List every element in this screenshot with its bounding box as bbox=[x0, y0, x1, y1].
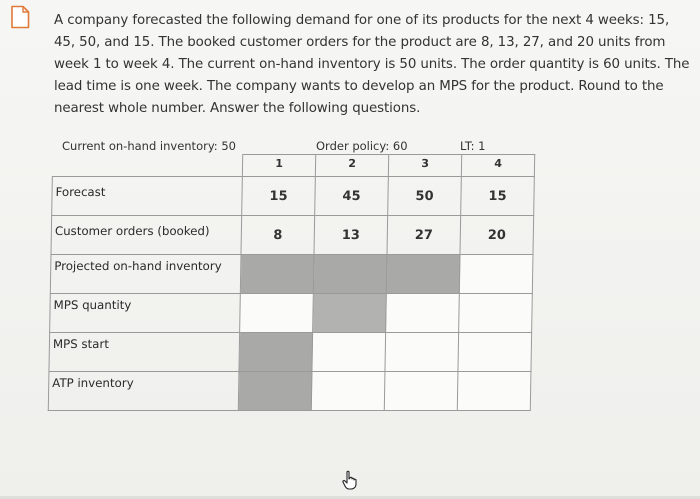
customer-orders-cell: 13 bbox=[314, 216, 388, 255]
row-label-projected-on-hand: Projected on-hand inventory bbox=[50, 255, 241, 294]
hand-pointer-icon bbox=[341, 470, 359, 490]
customer-orders-cell: 27 bbox=[387, 216, 461, 255]
atp-input-cell[interactable] bbox=[457, 372, 531, 411]
forecast-cell: 50 bbox=[388, 177, 462, 216]
period-cell: 4 bbox=[461, 155, 534, 177]
projected-on-hand-input-cell[interactable] bbox=[313, 255, 387, 294]
customer-orders-cell: 20 bbox=[460, 216, 534, 255]
mps-start-input-cell[interactable] bbox=[239, 333, 313, 372]
mps-start-input-cell[interactable] bbox=[385, 333, 459, 372]
forecast-cell: 15 bbox=[242, 177, 316, 216]
mps-quantity-input-cell[interactable] bbox=[459, 294, 533, 333]
atp-input-cell[interactable] bbox=[384, 372, 458, 411]
period-cell: 3 bbox=[388, 155, 461, 177]
table-row bbox=[50, 255, 533, 294]
forecast-cell: 45 bbox=[315, 177, 389, 216]
mps-table bbox=[48, 154, 535, 411]
row-label-forecast: Forecast bbox=[52, 177, 243, 216]
order-policy-header: Order policy: 60 bbox=[316, 139, 408, 153]
mps-start-input-cell[interactable] bbox=[312, 333, 386, 372]
mps-quantity-input-cell[interactable] bbox=[240, 294, 314, 333]
question-text: A company forecasted the following demand for one of its products for the next 4 weeks: 15, 45, 50, and 15. The booked customer orders for the product are 8, 13, 27, and 20 units from week 1 to week 4. The current on-hand inventory is 50 units. The order quantity is 60 units. The lead time is one week. The company wants to develop an MPS for the product. Round to the nearest whole number. Answer the following questions. bbox=[54, 13, 690, 116]
table-row bbox=[48, 372, 531, 411]
forecast-cell: 15 bbox=[461, 177, 535, 216]
lead-time-header: LT: 1 bbox=[460, 139, 486, 153]
mps-quantity-input-cell[interactable] bbox=[386, 294, 460, 333]
document-icon bbox=[9, 5, 31, 29]
table-row bbox=[51, 216, 534, 255]
on-hand-header: Current on-hand inventory: 50 bbox=[62, 139, 236, 153]
empty-corner-cell bbox=[52, 155, 242, 177]
projected-on-hand-input-cell[interactable] bbox=[386, 255, 460, 294]
row-label-mps-quantity: MPS quantity bbox=[50, 294, 241, 333]
period-row bbox=[52, 155, 534, 177]
table-row bbox=[49, 333, 532, 372]
row-label-mps-start: MPS start bbox=[49, 333, 240, 372]
mps-start-input-cell[interactable] bbox=[458, 333, 532, 372]
table-row bbox=[50, 294, 533, 333]
customer-orders-cell: 8 bbox=[241, 216, 315, 255]
period-cell: 1 bbox=[242, 155, 315, 177]
period-cell: 2 bbox=[315, 155, 388, 177]
row-label-atp-inventory: ATP inventory bbox=[48, 372, 239, 411]
table-row bbox=[52, 177, 535, 216]
atp-input-cell[interactable] bbox=[311, 372, 385, 411]
row-label-customer-orders: Customer orders (booked) bbox=[51, 216, 242, 255]
mps-quantity-input-cell[interactable] bbox=[313, 294, 387, 333]
atp-input-cell[interactable] bbox=[238, 372, 312, 411]
projected-on-hand-input-cell[interactable] bbox=[240, 255, 314, 294]
projected-on-hand-input-cell[interactable] bbox=[459, 255, 533, 294]
